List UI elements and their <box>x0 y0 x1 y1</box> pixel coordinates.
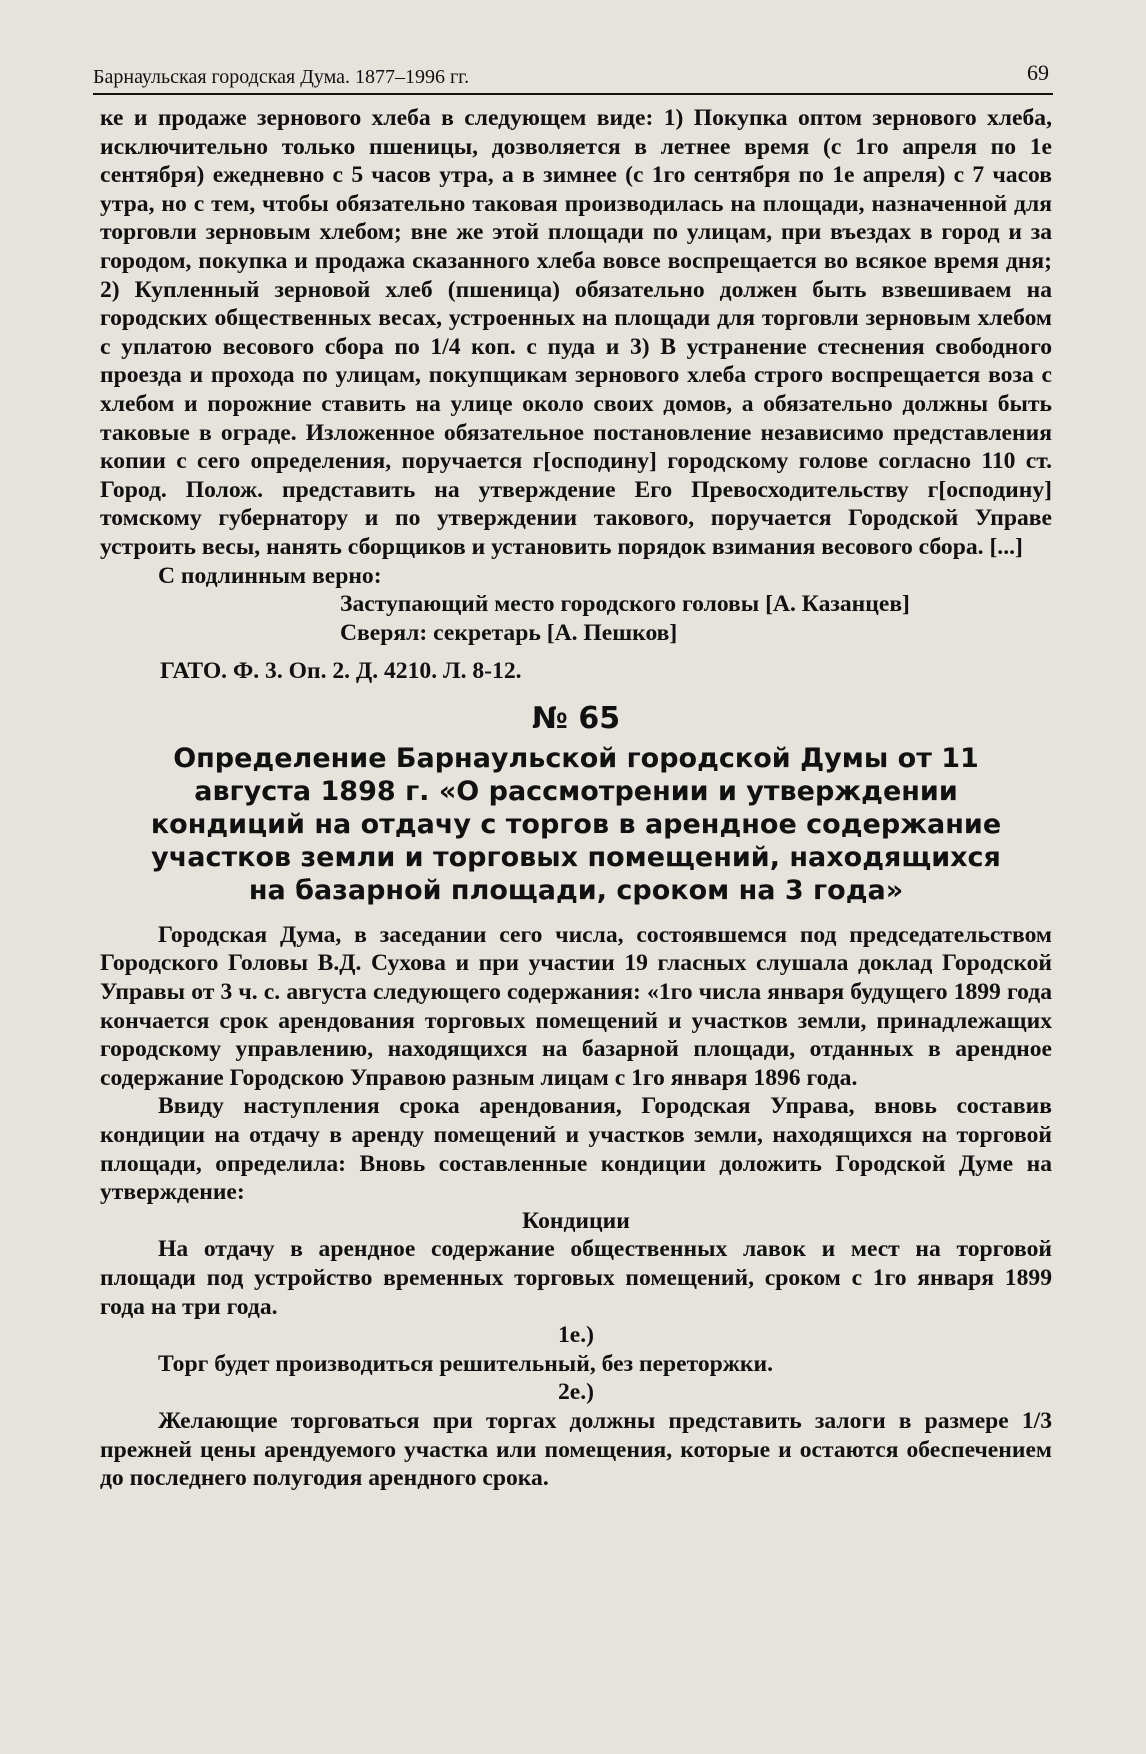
page-number: 69 <box>1027 60 1049 85</box>
item-2-text: Желающие торговаться при торгах должны представить залоги в размере 1/3 прежней цены арендуемого участка или помещения, которые и остаются обеспечением до последнего полугодия арендного срока. <box>100 1407 1052 1492</box>
continuation-paragraph: ке и продаже зернового хлеба в следующем виде: 1) Покупка оптом зернового хлеба, исключительно только пшеницы, дозволяется в летнее время (с 1го апреля по 1е сентября) ежедневно с 5 часов утра, а в зимнее (с 1го сентября по 1е апреля) с 7 часов утра, но с тем, чтобы обязательно таковая производилась на площади, назначенной для торговли зерновым хлебом; вне же этой площади по улицам, при въездах в город и за городом, покупка и продажа сказанного хлеба вовсе воспрещается во всякое время дня; 2) Купленный зерновой хлеб (пшеница) обязательно должен быть взвешиваем на городских общественных весах, устроенных на площади для торговли зерновым хлебом с уплатою весового сбора по 1/4 коп. с пуда и 3) В устранение стеснения свободного проезда и прохода по улицам, покупщикам зернового хлеба строго воспрещается воза с хлебом и порожние ставить на улице около своих домов, а обязательно должны быть таковые в ограде. Изложенное обязательное постановление независимо представления копии с сего определения, поручается г[осподину] городскому голове согласно 110 ст. Город. Полож. представить на утверждение Его Превосходительству г[осподину] томскому губернатору и по утверждении такового, поручается Городской Управе устроить весы, нанять сборщиков и установить порядок взимания весового сбора. [...] <box>100 105 1052 560</box>
item-1-text: Торг будет производиться решительный, без переторжки. <box>158 1350 774 1377</box>
header-rule <box>93 93 1053 95</box>
attest-line: С подлинным верно: <box>158 562 382 589</box>
archive-reference: ГАТО. Ф. 3. Оп. 2. Д. 4210. Л. 8-12. <box>160 658 522 685</box>
document-title: Определение Барнаульской городской Думы от 11 августа 1898 г. «О рассмотрении и утверждении кондиций на отдачу с торгов в арендное содержание участков земли и торговых помещений, находящихся на базарной площади, сроком на 3 года» <box>150 742 1002 906</box>
conditions-heading: Кондиции <box>522 1207 630 1234</box>
item-1-number: 1е.) <box>557 1322 595 1349</box>
paragraph-lease-terms: На отдачу в арендное содержание общественных лавок и мест на торговой площади под устройство временных торговых помещений, сроком с 1го января 1899 года на три года. <box>100 1236 1052 1320</box>
signature-deputy-head: Заступающий место городского головы [А. Казанцев] <box>340 591 910 618</box>
paragraph-session: Городская Дума, в заседании сего числа, состоявшемся под председательством Городского Головы В.Д. Сухова и при участии 19 гласных слушала доклад Городской Управы от 3 ч. с. августа следующего содержания: «1го числа января будущего 1899 года кончается срок арендования торговых помещений и участков земли, принадлежащих городскому управлению, находящихся на базарной площади, отданных в арендное содержание Городскою Управою разным лицам с 1го января 1896 года. <box>100 921 1052 1091</box>
running-title: Барнаульская городская Дума. 1877–1996 гг. <box>93 66 470 88</box>
item-2-number: 2е.) <box>557 1379 595 1406</box>
signature-secretary: Сверял: секретарь [А. Пешков] <box>340 619 678 646</box>
body-text <box>100 104 1052 1493</box>
document-number: № 65 <box>531 700 621 736</box>
paragraph-term-expiry: Ввиду наступления срока арендования, Городская Управа, вновь составив кондиции на отдачу в аренду помещений и участков земли, находящихся на торговой площади, определила: Вновь составленные кондиции доложить Городской Думе на утверждение: <box>100 1093 1052 1206</box>
